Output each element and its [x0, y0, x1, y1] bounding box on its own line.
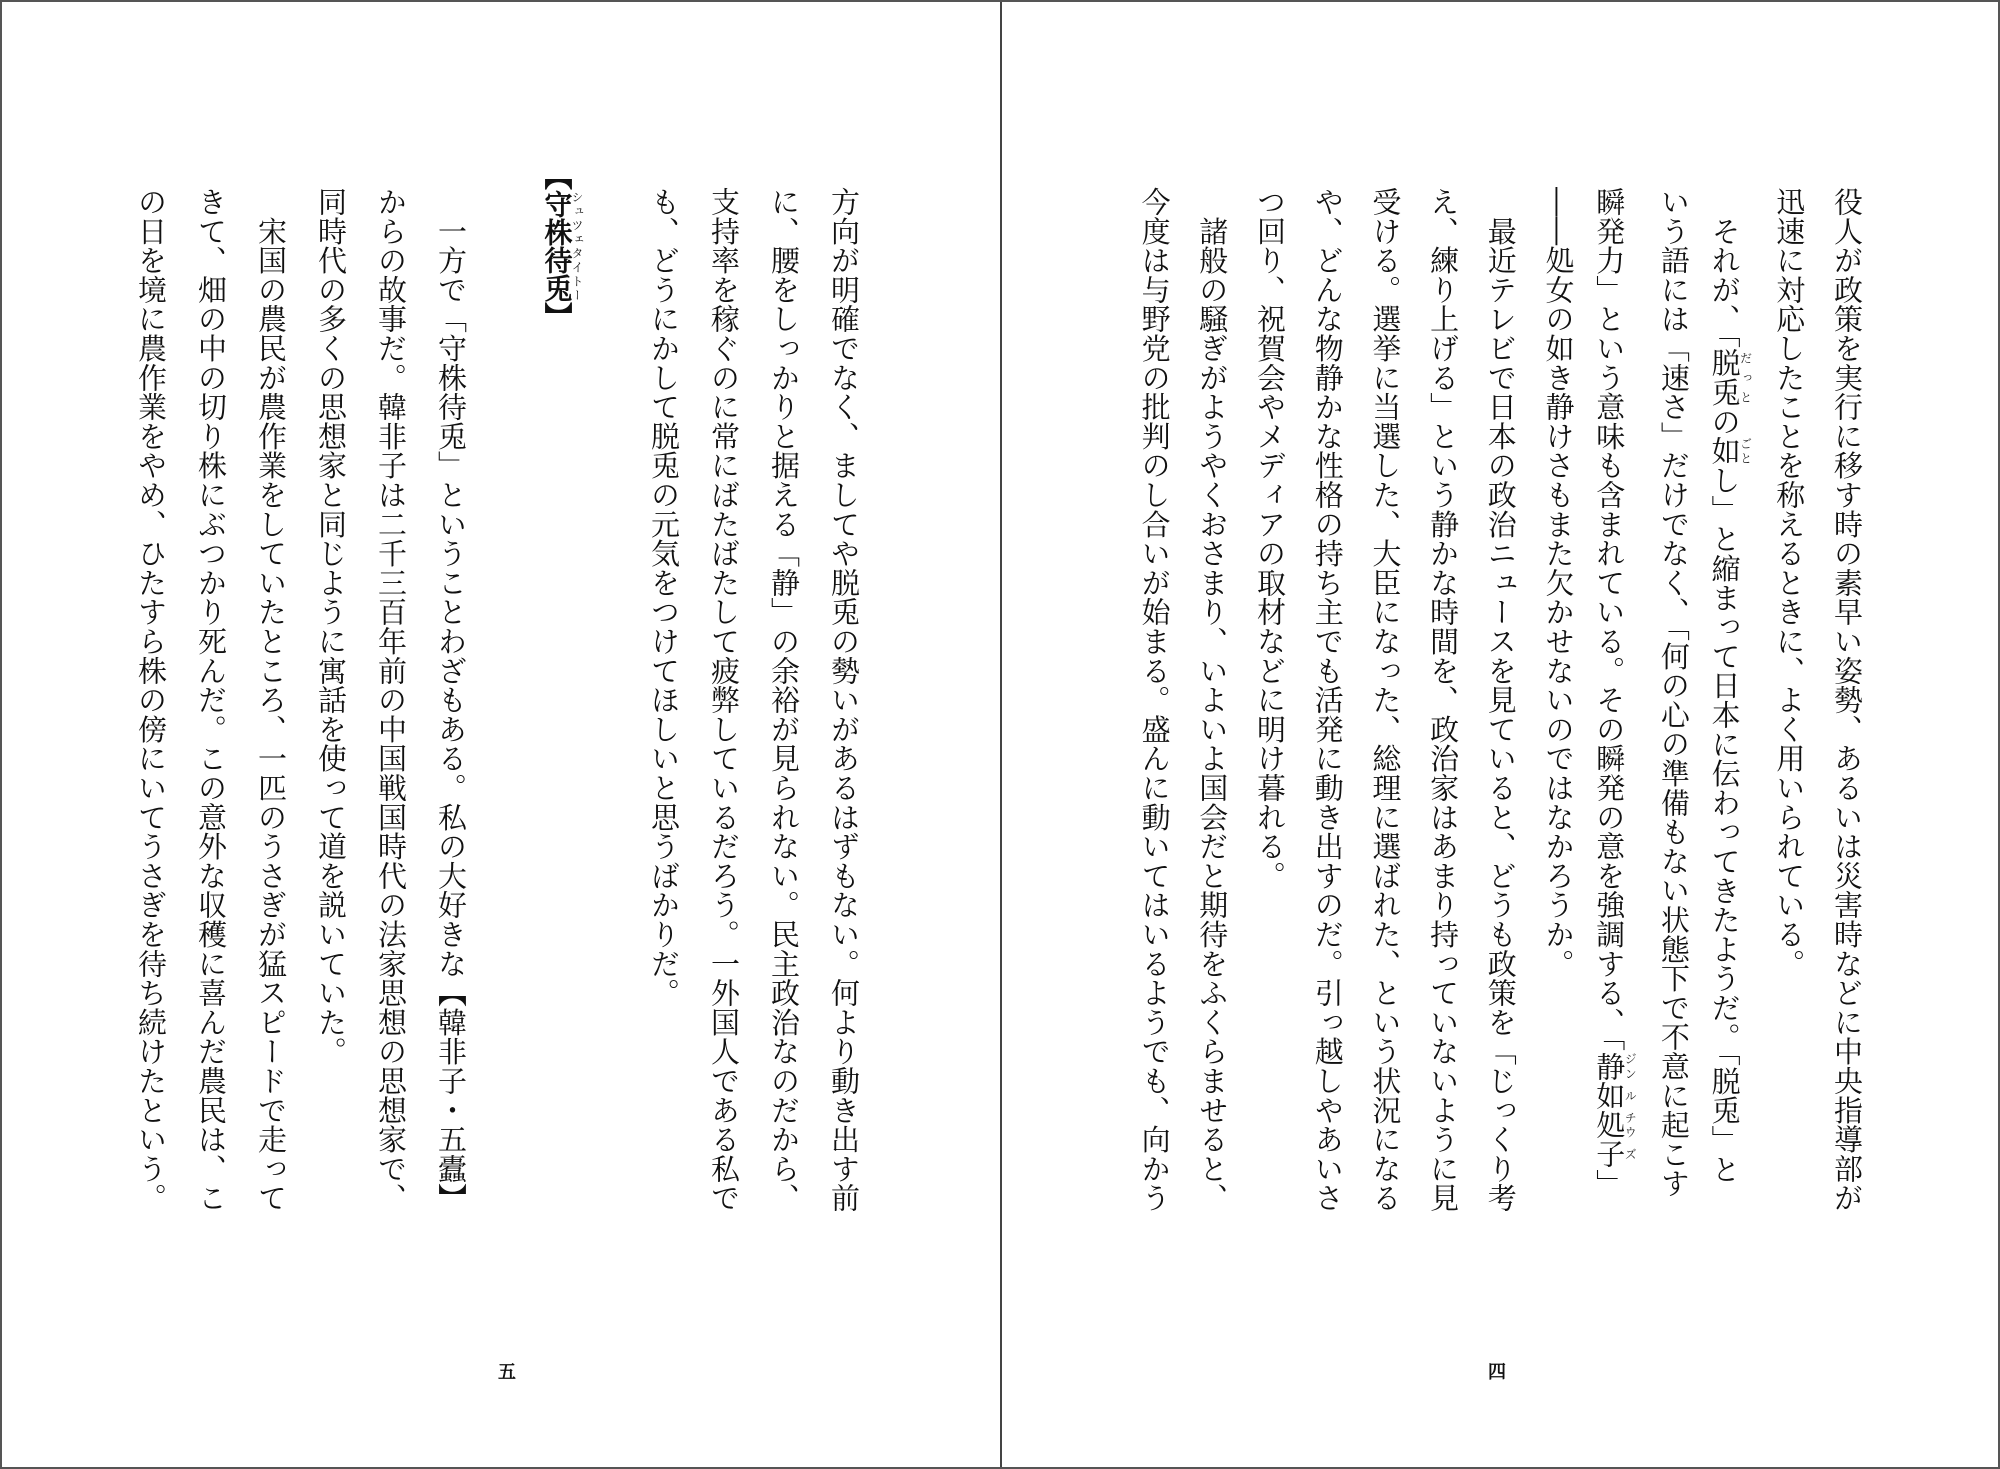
text-run: 今度は与野党の批判のし合いが始まる。盛んに動いてはいるようでも、向かう	[1137, 187, 1172, 1213]
text-run: 」	[1592, 1168, 1627, 1199]
text-column	[191, 187, 231, 1213]
ruby-base: 子	[1592, 1139, 1627, 1169]
text-run: 最近テレビで日本の政治ニュースを見ていると、どうも政策を「じっくり考	[1483, 187, 1518, 1213]
ruby-reading: だっと	[1738, 348, 1753, 407]
ruby-base: 処	[1592, 1110, 1627, 1140]
text-column	[1481, 187, 1521, 1213]
text-column	[1654, 187, 1694, 1198]
text-run: の	[1707, 406, 1742, 437]
text-run: も、どうにかして脱兎の元気をつけてほしいと思うばかりだ。	[647, 187, 681, 1008]
ruby-annotated-word	[1592, 1110, 1638, 1140]
ruby-annotated-word	[1707, 436, 1753, 466]
text-run: し」と縮まって日本に伝わってきたようだ。「脱兎」と	[1707, 465, 1742, 1184]
page-gutter-divider	[1000, 2, 1002, 1469]
text-column	[1539, 187, 1579, 978]
text-column	[1827, 187, 1867, 1213]
text-column	[704, 187, 744, 1213]
text-column	[1192, 187, 1232, 1213]
text-run: からの故事だ。韓非子は二千三百年前の中国戦国時代の法家思想の思想家で、	[374, 187, 408, 1213]
text-run: ――処女の如き静けさもまた欠かせないのではなかろうか。	[1541, 187, 1576, 979]
text-column	[1769, 187, 1809, 978]
text-column	[1250, 187, 1290, 890]
text-column	[131, 187, 171, 1213]
text-column	[431, 187, 471, 1213]
text-run: 役人が政策を実行に移す時の素早い姿勢、あるいは災害時などに中央指導部が	[1830, 187, 1864, 1213]
page-number-left: 五	[498, 1362, 516, 1383]
text-column	[1135, 187, 1175, 1213]
text-column	[311, 187, 351, 1066]
text-run: 一方で「守株待兎」ということわざもある。私の大好きな【韓非子・五蠹】	[434, 187, 468, 1213]
ruby-reading: ジン	[1623, 1051, 1638, 1081]
text-column	[1365, 187, 1405, 1213]
text-run: 【	[540, 162, 574, 190]
text-run: 】	[540, 302, 574, 330]
ruby-annotated-word	[540, 190, 584, 302]
page-number-right: 四	[1488, 1362, 1506, 1383]
text-column	[1592, 187, 1638, 1199]
text-column	[764, 187, 804, 1213]
text-run: や、どんな物静かな性格の持ち主でも活発に動き出すのだ。引っ越しやあいさ	[1310, 187, 1345, 1213]
text-column	[1423, 187, 1463, 1213]
ruby-base: 脱兎	[1707, 348, 1742, 407]
text-run: つ回り、祝賀会やメディアの取材などに明け暮れる。	[1253, 187, 1287, 891]
text-column	[371, 187, 411, 1213]
text-column	[1707, 187, 1753, 1184]
text-run: 受ける。選挙に当選した、大臣になった、総理に選ばれた、という状況になる	[1368, 187, 1403, 1213]
ruby-annotated-word	[1707, 348, 1753, 407]
text-run: 瞬発力」という意味も含まれている。その瞬発の意を強調する、「	[1592, 187, 1627, 1052]
text-column	[251, 187, 291, 1213]
text-run: きて、畑の中の切り株にぶつかり死んだ。この意外な収穫に喜んだ農民は、こ	[194, 187, 228, 1213]
text-run: 支持率を稼ぐのに常にばたばたして疲弊しているだろう。一外国人である私で	[707, 187, 741, 1213]
section-heading	[540, 162, 584, 330]
ruby-base: 如	[1707, 436, 1742, 466]
text-column	[644, 187, 684, 1007]
text-run: いう語には「速さ」だけでなく、「何の心の準備もない状態下で不意に起こす	[1656, 187, 1691, 1198]
ruby-reading: チウ	[1623, 1110, 1638, 1140]
text-run: え、練り上げる」という静かな時間を、政治家はあまり持っていないように見	[1426, 187, 1461, 1213]
ruby-reading: ズ	[1623, 1139, 1638, 1169]
text-run: 諸般の騒ぎがようやくおさまり、いよいよ国会だと期待をふくらませると、	[1195, 187, 1230, 1213]
ruby-base: 守株待兎	[540, 190, 574, 302]
ruby-reading: ごと	[1738, 436, 1753, 466]
text-run: 迅速に対応したことを称えるときに、よく用いられている。	[1772, 187, 1807, 979]
ruby-reading: ル	[1623, 1080, 1638, 1111]
ruby-reading: シュツェタイトー	[570, 190, 584, 302]
text-run: の日を境に農作業をやめ、ひたすら株の傍にいてうさぎを待ち続けたという。	[134, 187, 168, 1213]
ruby-base: 如	[1592, 1080, 1627, 1111]
ruby-base: 静	[1592, 1051, 1627, 1081]
text-run: 方向が明確でなく、ましてや脱兎の勢いがあるはずもない。何より動き出す前	[827, 187, 861, 1213]
text-run: に、腰をしっかりと据える「静」の余裕が見られない。民主政治なのだから、	[767, 187, 801, 1213]
ruby-annotated-word	[1592, 1080, 1638, 1111]
text-run: 宋国の農民が農作業をしていたところ、一匹のうさぎが猛スピードで走って	[254, 187, 288, 1213]
ruby-annotated-word	[1592, 1139, 1638, 1169]
text-column	[1308, 187, 1348, 1213]
text-run: それが、「	[1707, 187, 1742, 349]
ruby-annotated-word	[1592, 1051, 1638, 1081]
text-run: 同時代の多くの思想家と同じように寓話を使って道を説いていた。	[314, 187, 348, 1066]
text-column	[824, 187, 864, 1213]
